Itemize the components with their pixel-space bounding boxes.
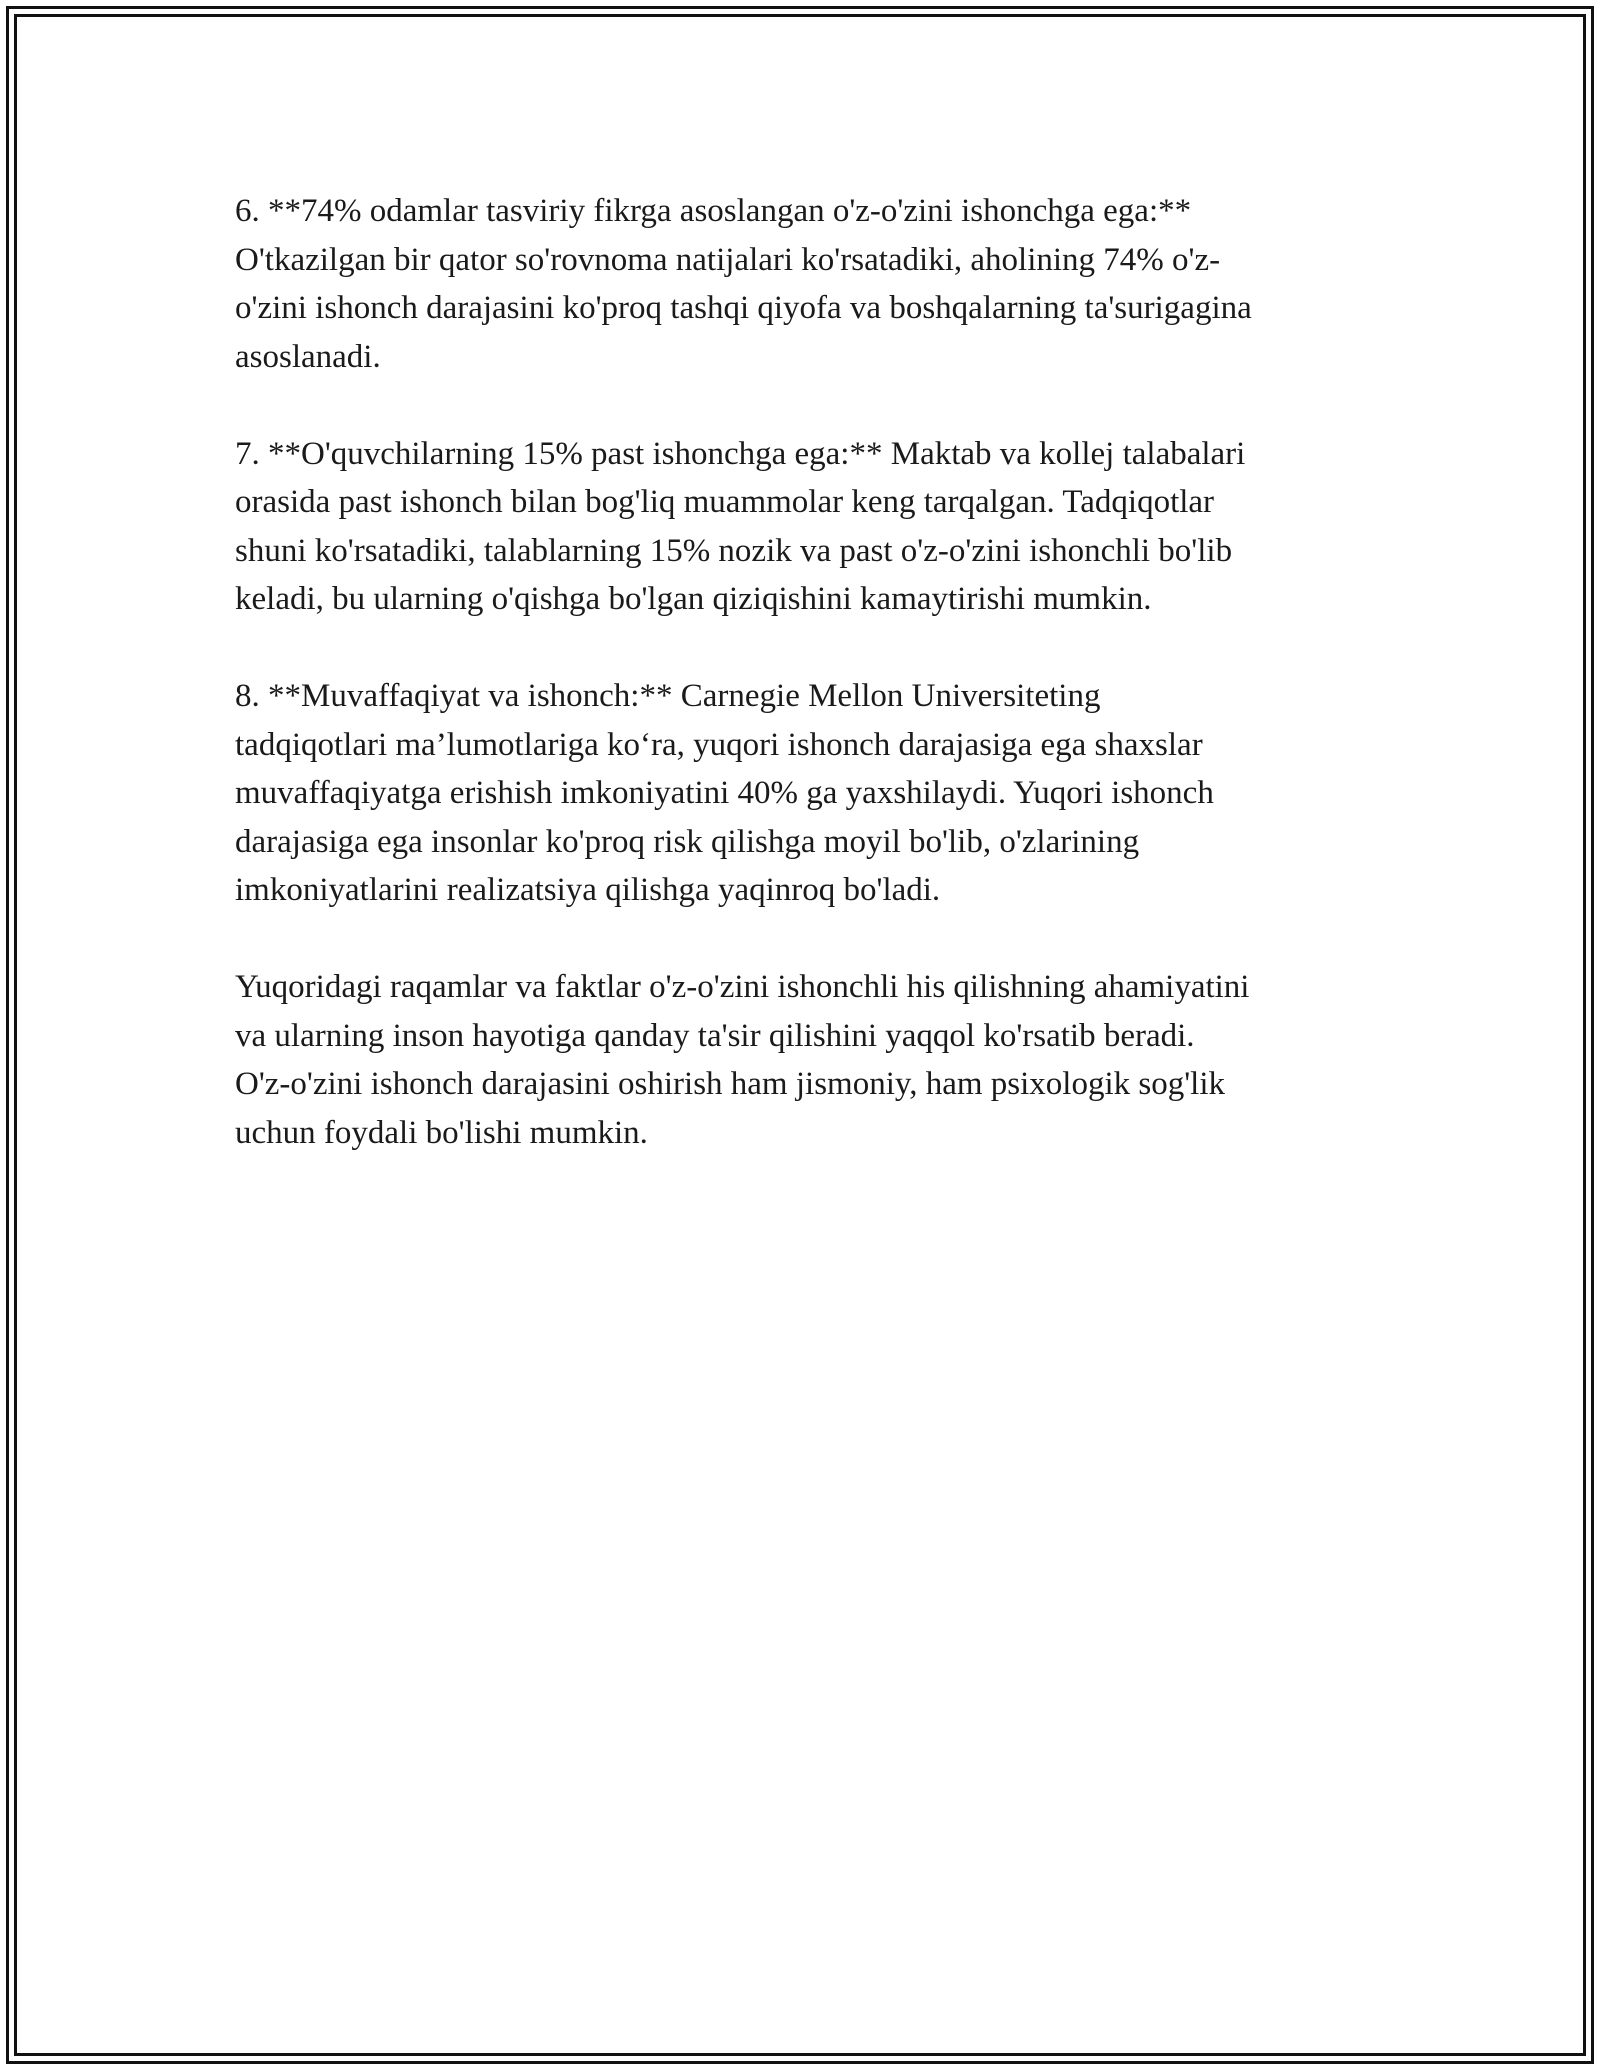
document-body (235, 187, 1385, 1206)
paragraph-item-7: 7. **O'quvchilarning 15% past ishonchga ega:** Maktab va kollej talabalari orasida past ishonch bilan bog'liq muammolar keng tarqalgan. Tadqiqotlar shuni ko'rsatadiki, talablarning 15% nozik va past o'z-o'zini ishonchli bo'lib keladi, bu ularning o'qishga bo'lgan qiziqishini kamaytirishi mumkin. (235, 435, 1246, 617)
paragraph-item-8: 8. **Muvaffaqiyat va ishonch:** Carnegie Mellon Universiteting tadqiqotlari ma’lumotlariga ko‘ra, yuqori ishonch darajasiga ega shaxslar muvaffaqiyatga erishish imkoniyatini 40% ga yaxshilaydi. Yuqori ishonch darajasiga ega insonlar ko'proq risk qilishga moyil bo'lib, o'zlarining imkoniyatlarini realizatsiya qilishga yaqinroq bo'ladi. (235, 678, 1214, 908)
paragraph-conclusion: Yuqoridagi raqamlar va faktlar o'z-o'zini ishonchli his qilishning ahamiyatini va ularning inson hayotiga qanday ta'sir qilishini yaqqol ko'rsatib beradi. O'z-o'zini ishonch darajasini oshirish ham jismoniy, ham psixologik sog'lik uchun foydali bo'lishi mumkin. (235, 969, 1250, 1151)
paragraph-item-6: 6. **74% odamlar tasviriy fikrga asoslangan o'z-o'zini ishonchga ega:** O'tkazilgan bir qator so'rovnoma natijalari ko'rsatadiki, aholining 74% o'z- o'zini ishonch darajasini ko'proq tashqi qiyofa va boshqalarning ta'surigagina asoslanadi. (235, 193, 1252, 375)
